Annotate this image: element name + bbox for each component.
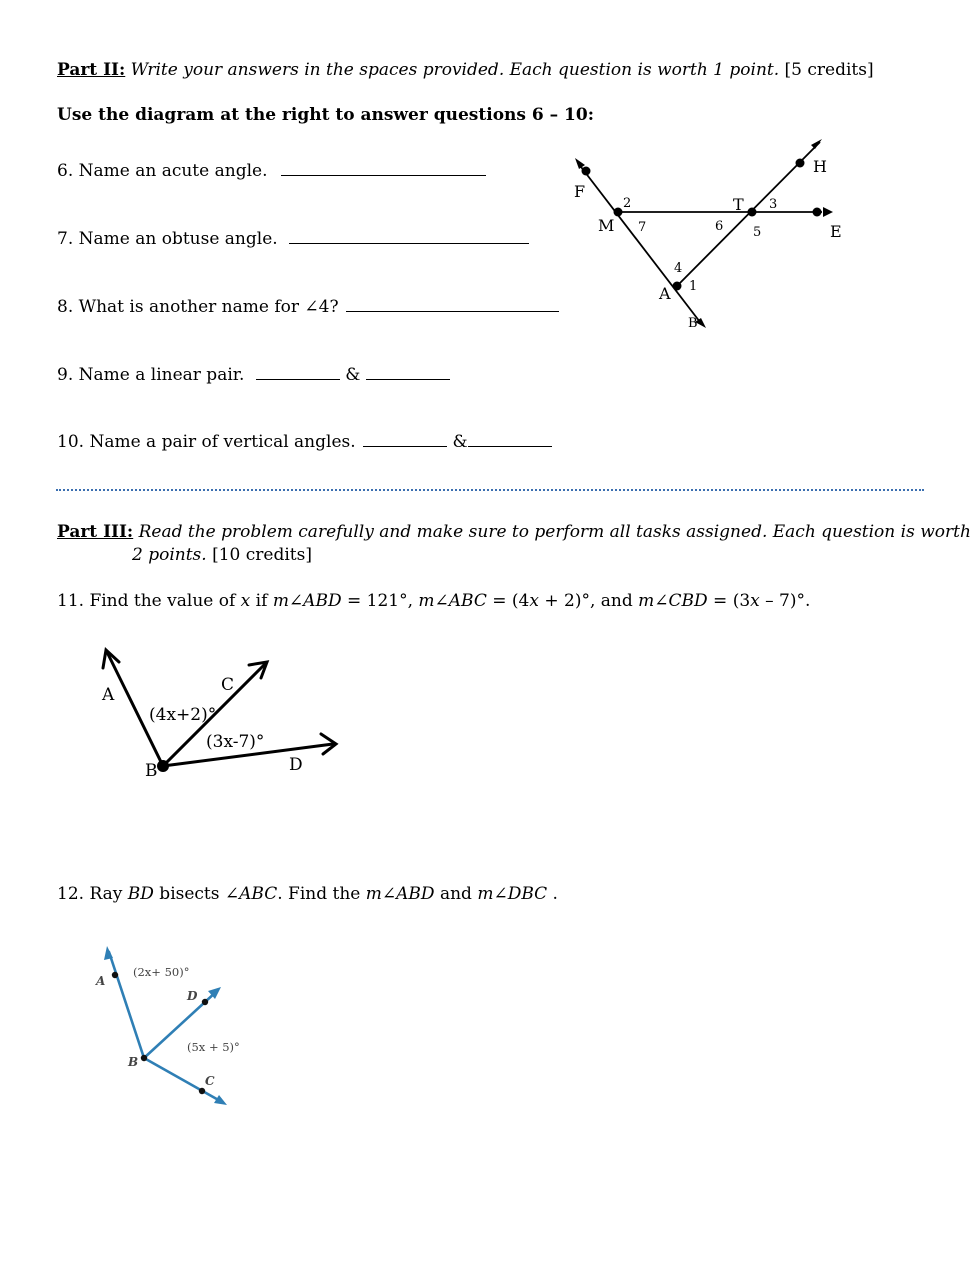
q11-var-x: x <box>240 591 251 611</box>
q12-prefix: 12. Ray <box>57 884 128 904</box>
section-separator <box>56 489 924 491</box>
part3-header-line2 <box>132 545 312 565</box>
fig11-label-d: D <box>289 755 303 775</box>
fig11-expr-cbd: (3x-7)° <box>206 732 265 752</box>
q11-expr-abc-a: = (4 <box>486 591 530 611</box>
answer-10a-field[interactable] <box>363 432 447 447</box>
question-9-text: 9. Name a linear pair. <box>57 365 245 385</box>
fig12-label-d: D <box>187 989 198 1003</box>
question-7 <box>57 229 529 249</box>
part2-heading: Part II: <box>57 60 126 80</box>
point-m <box>614 208 623 217</box>
answer-9b-field[interactable] <box>366 365 450 380</box>
point-d-12 <box>202 999 208 1005</box>
angle-label-2: 2 <box>623 196 632 211</box>
q11-if: if <box>250 591 273 611</box>
part3-points: 2 points. <box>132 545 207 565</box>
fig12-label-b: B <box>128 1055 139 1069</box>
question-7-text: 7. Name an obtuse angle. <box>57 229 278 249</box>
answer-10b-field[interactable] <box>468 432 552 447</box>
arrow-e <box>823 207 833 217</box>
q12-bisects: bisects <box>153 884 225 904</box>
q11-measure-abc: m∠ABC <box>418 591 487 611</box>
question-9 <box>57 365 450 385</box>
question-10-text: 10. Name a pair of vertical angles. <box>57 432 356 452</box>
part3-heading: Part III: <box>57 522 134 542</box>
part2-subheading: Use the diagram at the right to answer questions 6 – 10: <box>57 105 594 125</box>
part2-header <box>57 60 874 80</box>
q11-var-x2: x <box>529 591 539 611</box>
fig11-label-a: A <box>102 685 115 705</box>
angle-label-6: 6 <box>715 219 724 234</box>
answer-7-field[interactable] <box>289 229 529 244</box>
q11-measure-abd: m∠ABD <box>272 591 342 611</box>
q11-expr-cbd-b: – 7)°. <box>759 591 811 611</box>
fig12-expr-dbc: (5x + 5)° <box>187 1040 240 1054</box>
answer-8-field[interactable] <box>346 297 559 312</box>
part3-instructions: Read the problem carefully and make sure to perform all tasks assigned. Each question is worth <box>138 522 971 542</box>
question-10-ampersand: & <box>452 432 468 452</box>
point-h <box>796 159 805 168</box>
part2-instructions: Write your answers in the spaces provided. Each question is worth <box>130 60 714 80</box>
label-a: A <box>659 284 671 303</box>
question-10 <box>57 432 552 452</box>
fig12-label-a: A <box>96 974 106 988</box>
label-m: M <box>598 216 615 235</box>
point-f <box>582 167 591 176</box>
angle-label-4: 4 <box>674 261 683 276</box>
q12-angle-abc: ∠ABC <box>224 884 278 904</box>
question-8-text: 8. What is another name for ∠4? <box>57 297 339 317</box>
fig11-expr-abc: (4x+2)° <box>149 705 217 725</box>
q12-ray-bd: BD <box>127 884 154 904</box>
part2-points: 1 point. <box>713 60 780 80</box>
angle-label-7: 7 <box>638 220 647 235</box>
point-t <box>748 208 757 217</box>
label-e: E <box>830 222 842 241</box>
fig11-label-c: C <box>221 675 235 695</box>
point-a-12 <box>112 972 118 978</box>
angle-label-3: 3 <box>769 197 778 212</box>
q11-expr-cbd-a: = (3 <box>707 591 751 611</box>
figure-q12 <box>88 940 258 1115</box>
figure-q11 <box>95 640 355 785</box>
point-e <box>813 208 822 217</box>
question-6-text: 6. Name an acute angle. <box>57 161 268 181</box>
q12-measure-abd: m∠ABD <box>365 884 435 904</box>
angle-diagram <box>560 130 860 340</box>
answer-9a-field[interactable] <box>256 365 340 380</box>
label-f: F <box>574 182 586 201</box>
question-12 <box>57 884 558 904</box>
q12-and: and <box>434 884 478 904</box>
q12-end: . <box>547 884 558 904</box>
part3-credits: [10 credits] <box>212 545 312 565</box>
fig12-label-c: C <box>205 1074 215 1088</box>
q11-measure-cbd: m∠CBD <box>638 591 708 611</box>
q11-expr-abc-b: + 2)°, and <box>538 591 639 611</box>
angle-label-5: 5 <box>753 225 762 240</box>
q11-var-x3: x <box>750 591 760 611</box>
arrow-h <box>811 139 822 149</box>
angle-label-1: 1 <box>689 279 698 294</box>
arrow-a-blue <box>104 946 113 960</box>
question-11 <box>57 591 810 611</box>
q12-find: . Find the <box>277 884 366 904</box>
arrow-c-blue <box>214 1095 227 1105</box>
question-6 <box>57 161 486 181</box>
answer-6-field[interactable] <box>281 161 486 176</box>
q11-prefix: 11. Find the value of <box>57 591 241 611</box>
part3-header <box>57 522 971 542</box>
part2-credits: [5 credits] <box>784 60 874 80</box>
question-9-ampersand: & <box>345 365 361 385</box>
point-a <box>673 282 682 291</box>
fig11-label-b: B <box>145 761 158 781</box>
point-c-12 <box>199 1088 205 1094</box>
label-t: T <box>733 195 744 214</box>
label-b: B <box>688 316 698 331</box>
question-8 <box>57 297 559 317</box>
vertex-b <box>157 760 169 772</box>
label-h: H <box>813 157 827 176</box>
point-b-12 <box>141 1055 147 1061</box>
q12-measure-dbc: m∠DBC <box>477 884 548 904</box>
q11-value-abd: = 121°, <box>341 591 419 611</box>
line-fb <box>578 163 700 322</box>
fig12-expr-abd: (2x+ 50)° <box>133 965 190 979</box>
